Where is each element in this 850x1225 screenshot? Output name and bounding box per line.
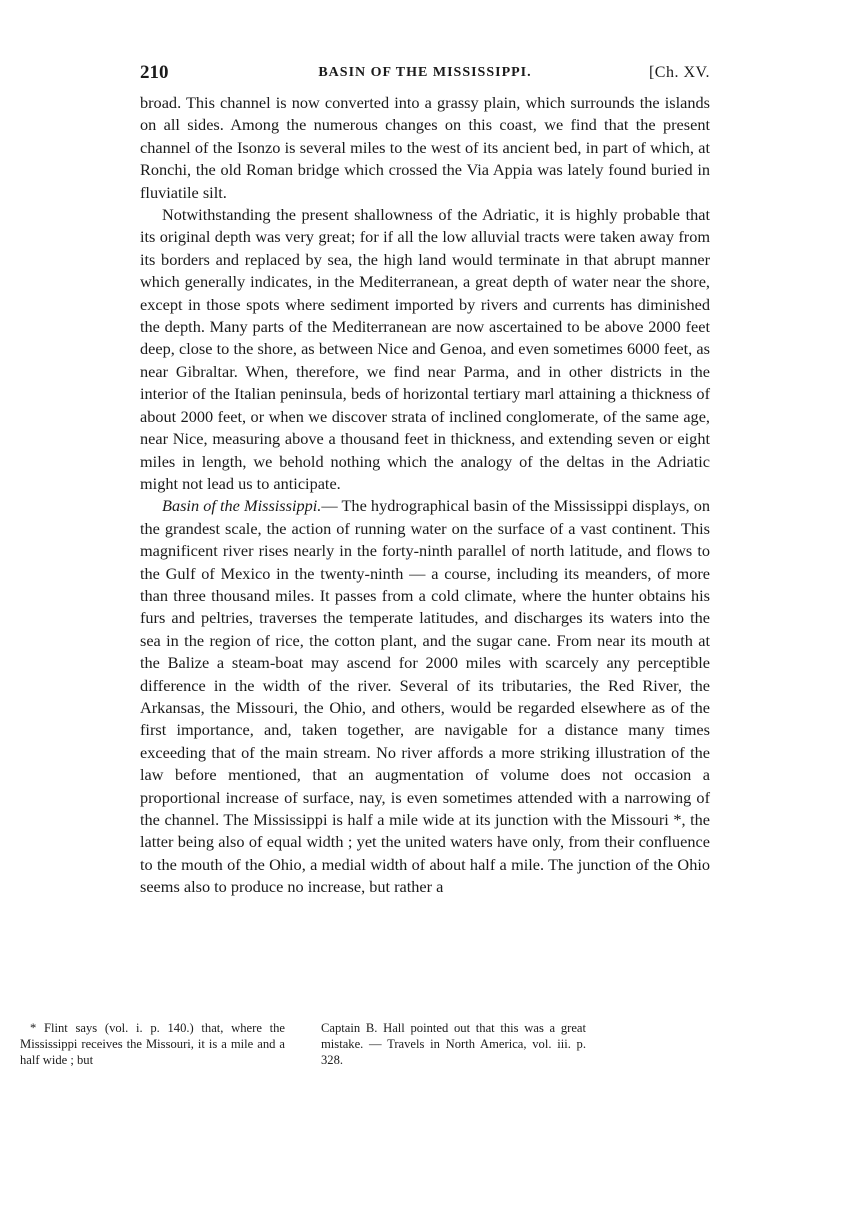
footnote bbox=[20, 1020, 586, 1068]
paragraph-mississippi-text: — The hydrographical basin of the Mississippi displays, on the grandest scale, the action of running water on the surface of a vast continent. This magnificent river rises nearly in the forty-ninth parallel of north latitude, and flows to the Gulf of Mexico in the twenty-ninth — a course, including its meanders, of more than three thousand miles. It passes from a cold climate, where the hunter obtains his furs and peltries, traverses the temperate latitudes, and discharges its waters into the sea in the region of rice, the cotton plant, and the sugar cane. From near its mouth at the Balize a steam-boat may ascend for 2000 miles with scarcely any perceptible difference in the width of the river. Several of its tributaries, the Red River, the Arkansas, the Missouri, the Ohio, and others, would be regarded elsewhere as of the first importance, and, taken together, are navigable for a distance many times exceeding that of the main stream. No river affords a more striking illustration of the law before mentioned, that an augmentation of volume does not occasion a proportional increase of surface, nay, is even sometimes attended with a narrowing of the channel. The Mississippi is half a mile wide at its junction with the Missouri *, the latter being also of equal width ; yet the united waters have only, from their confluence to the mouth of the Ohio, a medial width of about half a mile. The junction of the Ohio seems also to produce no increase, but rather a bbox=[140, 496, 710, 897]
body-text bbox=[140, 92, 710, 899]
paragraph-continuation: broad. This channel is now converted into a grassy plain, which surrounds the islands on all sides. Among the numerous changes on this coast, we find that the present channel of the Isonzo is several miles to the west of its ancient bed, in part of which, at Ronchi, the old Roman bridge which crossed the Via Appia was lately found buried in fluviatile silt. bbox=[140, 93, 710, 202]
paragraph-mississippi bbox=[140, 495, 710, 898]
footnote-column-right: Captain B. Hall pointed out that this was a great mistake. — Travels in North America, vol. iii. p. 328. bbox=[321, 1021, 586, 1067]
paragraph-adriatic: Notwithstanding the present shallowness of the Adriatic, it is highly probable that its original depth was very great; for if all the low alluvial tracts were taken away from its borders and replaced by sea, the high land would terminate in that abrupt manner which generally indicates, in the Mediterranean, a great depth of water near the shore, except in those spots where sediment imported by rivers and currents has diminished the depth. Many parts of the Mediterranean are now ascertained to be above 2000 feet deep, close to the shore, as between Nice and Genoa, and even sometimes 6000 feet, as near Gibraltar. When, therefore, we find near Parma, and in other districts in the interior of the Italian peninsula, beds of horizontal tertiary marl attaining a thickness of about 2000 feet, or when we discover strata of inclined conglomerate, of the same age, near Nice, measuring above a thousand feet in thickness, and extending seven or eight miles in length, we behold nothing which the analogy of the deltas in the Adriatic might not lead us to anticipate. bbox=[140, 205, 710, 493]
section-heading-basin: Basin of the Mississippi. bbox=[162, 496, 322, 516]
running-title: BASIN OF THE MISSISSIPPI. bbox=[318, 65, 532, 80]
chapter-label: [Ch. XV. bbox=[648, 64, 710, 81]
page-number: 210 bbox=[140, 62, 169, 83]
footnote-column-left: * Flint says (vol. i. p. 140.) that, where the Mississippi receives the Missouri, it is a mile and a half wide ; but bbox=[20, 1021, 285, 1067]
page-header bbox=[140, 58, 710, 88]
book-page bbox=[140, 58, 710, 899]
